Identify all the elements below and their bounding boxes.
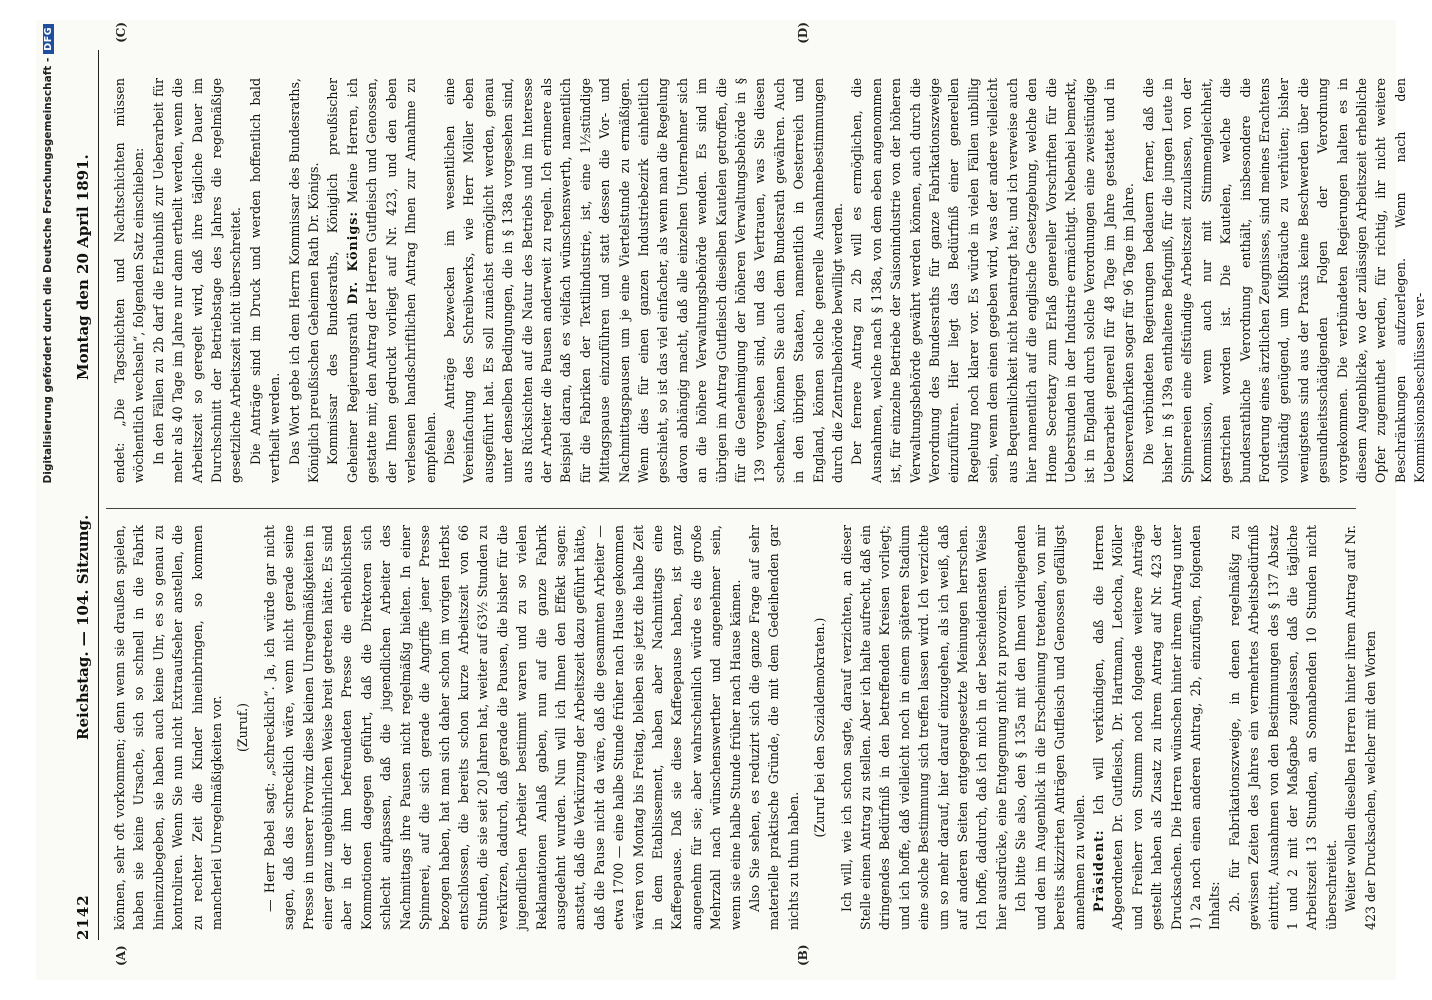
interjection: (Zuruf bei den Sozialdemokraten.) xyxy=(812,617,828,838)
interjection: (Zuruf.) xyxy=(235,702,251,753)
paragraph: Also Sie sehen, es reduzirt sich die ganze Frage auf sehr materielle praktische Gründe, die mit dem Gedeihenden gar nichts zu thun haben. xyxy=(747,525,801,930)
paragraph: Das Wort gebe ich dem Herrn Kommissar des Bundesraths, Königlich preußischen Geheimen Rath Dr. Königs. xyxy=(286,78,322,483)
paragraph: 2b. für Fabrikationszweige, in denen regelmäßig zu gewissen Zeiten des Jahres ein vermehrtes Arbeitsbedürfniß eintritt, Ausnahmen von den Bestimmungen des § 137 Absatz 1 und 2 mit der Maßgabe zugelassen, daß die tägliche Arbeitszeit 13 Stunden, an Sonnabenden 10 Stunden nicht überschreitet. xyxy=(1226,525,1339,930)
speaker-intro: Kommissar des Bundesraths, Königlich preußischer Geheimer Regierungsrath xyxy=(325,78,360,483)
paragraph xyxy=(1089,525,1225,930)
paragraph xyxy=(323,78,439,483)
header-rule xyxy=(98,50,99,940)
paragraph: Der fernere Antrag zu 2b will es ermöglichen, die Ausnahmen, welche nach § 138a, von dem eben angenommen ist, für einzelne Betriebe der Saisonindustrie von der höheren Verwaltungsbehörde gewährt werden können, auch durch die Verordnung des Bundesraths für ganze Fabrikationszweige einzuführen. Hier liegt das Bedürfniß einer generellen Regelung noch klarer vor. Es würde in vielen Fällen unbillig sein, wenn dem einen gegeben wird, was der andere vielleicht aus Bequemlichkeit nicht beantragt hat; und ich verweise auch hier namentlich auf die englische Gesetzgebung, welche den Home Secretary zum Erlaß genereller Vorschriften für die Ueberstunden in der Industrie ermächtigt. Nebenbei bemerkt, ist in England durch solche Verordnungen eine zweistündige Ueberarbeit generell für 48 Tage im Jahre gestattet und in Konservenfabriken sogar für 96 Tage im Jahre. xyxy=(849,78,1137,483)
right-column xyxy=(110,78,1428,483)
paragraph: In den Fällen zu 2b darf die Erlaubniß zur Ueberarbeit für mehr als 40 Tage im Jahre nur dann ertheilt werden, wenn die Arbeitszeit so geregelt wird, daß ihre tägliche Dauer im Durchschnitt der Betriebstage des Jahres die regelmäßige gesetzliche Arbeitszeit nicht überschreitet. xyxy=(150,78,244,483)
dfg-logo: DFG xyxy=(43,24,54,54)
paragraph: Ich bitte Sie also, den § 135a mit den Ihnen vorliegenden und den im Augenblick in die Erscheinung tretenden, von mir bereits skizzirten Anträgen Gutfleisch und Genossen gefälligst annehmen zu wollen. xyxy=(1013,525,1087,930)
speech-text: Meine Herren, ich gestatte mir, den Antrag der Herren Gutfleisch und Genossen, der Ihnen gedruckt vorliegt auf Nr. 423, und den eben verlesenen handschriftlichen Antrag Ihnen zur Annahme zu empfehlen. xyxy=(344,78,438,483)
paragraph: Weiter wollen dieselben Herren hinter ihrem Antrag auf Nr. 423 der Drucksachen, welcher mit den Worten xyxy=(1343,525,1378,930)
speaker-name: Präsident: xyxy=(1090,829,1106,912)
margin-marker-d: (D) xyxy=(796,22,810,44)
paragraph: können, sehr oft vorkommen; denn wenn sie draußen spielen, haben sie keine Ursache, sich so schnell in die Fabrik hineinzubegeben, sie haben auch keine Uhr, es so genau zu kontroliren. Wenn Sie nun nicht Extraaufseher anstellen, die zu rechter Zeit die Kinder hineinbringen, so kommen mancherlei Unregelmäßigkeiten vor. xyxy=(112,525,225,930)
session-date: Montag den 20 April 1891. xyxy=(74,154,92,380)
running-header xyxy=(70,50,96,940)
margin-marker-a: (A) xyxy=(114,945,128,966)
column-divider xyxy=(106,508,1356,509)
margin-marker-b: (B) xyxy=(796,944,810,966)
paragraph: endet: „Die Tagschichten und Nachtschichten müssen wöchentlich wechseln“, folgenden Satz einschieben: xyxy=(112,78,147,483)
scanned-page xyxy=(36,20,1428,980)
speaker-name: Dr. Königs: xyxy=(344,211,360,305)
paragraph: Diese Anträge bezwecken im wesentlichen eine Vereinfachung des Schreibwerks, wie Herr Möller eben ausgeführt hat. Es soll zunächst ermöglicht werden, genau unter denselben Bedingungen, die in § 138a vorgesehen sind, aus Rücksichten auf die Natur des Betriebs und im Interesse der Arbeiter die Pausen anderweit zu regeln. Ich erinnere als Beispiel daran, daß es vielfach wünschenswerth, namentlich für die Fabriken der Textilindustrie, ist, eine 1½stündige Mittagspause einzuführen und statt dessen die Vor- und Nachmittagspausen um je eine Viertelstunde zu ermäßigen. Wenn dies für einen ganzen Industriebezirk einheitlich geschieht, so ist das viel einfacher, als wenn man die Regelung davon abhängig macht, daß alle einzelnen Unternehmer sich an die höhere Verwaltungsbehörde wenden. Es sind im übrigen im Antrag Gutfleisch dieselben Kautelen getroffen, die für die Genehmigung der höheren Verwaltungsbehörde in § 139 vorgesehen sind, und das Vertrauen, was Sie diesen schenken, können Sie auch dem Bundesrath gewähren. Auch in den übrigen Staaten, namentlich in Oesterreich und England, können solche generelle Ausnahmebestimmungen durch die Zentralbehörde bewilligt werden. xyxy=(441,78,846,483)
paragraph: Die verbündeten Regierungen bedauern ferner, daß die bisher in § 139a enthaltene Befugniß, für die jungen Leute in Spinnereien eine elfstündige Arbeitszeit zuzulassen, von der Kommission, wenn auch nur mit Stimmengleichheit, gestrichen worden ist. Die Kautelen, welche die bundesrathliche Verordnung enthält, insbesondere die Forderung eines ärztlichen Zeugnisses, sind meines Erachtens vollständig genügend, um Mißbräuche zu verhüten; bisher wenigstens sind aus der Praxis keine Beschwerden über die gesundheitsschädigenden Folgen der Verordnung vorgekommen. Die verbündeten Regierungen halten es in diesem Augenblicke, wo der zulässigen Arbeitszeit erhebliche Opfer zugemuthet werden, für richtig, ihr nicht weitere Beschränkungen aufzuerlegen. Wenn nach den Kommissionsbeschlüssen ver- xyxy=(1140,78,1428,483)
digitization-stamp xyxy=(42,24,58,944)
stamp-text: Digitalisierung gefördert durch die Deutsche Forschungsgemeinschaft - xyxy=(42,57,54,484)
session-title: Reichstag. — 104. Sitzung. xyxy=(74,514,92,740)
paragraph: — Herr Bebel sagt: „schrecklich“. Ja, ich würde gar nicht sagen, daß das schrecklich wäre, wenn nicht gerade seine Presse in unserer Provinz diese kleinen Unregelmäßigkeiten in einer ganz ungebührlichen Weise breit getreten hätte. Es sind aber in der ihm befreundeten Presse die erheblichsten Kommotionen dagegen geführt, daß die Direktoren sich schlecht aufpassen, daß die jugendlichen Arbeiter des Nachmittags ihre Pausen nicht regelmäßig hielten. In einer Spinnerei, auf die sich gerade die Angriffe jener Presse bezogen haben, hat man sich daher schon im vorigen Herbst entschlossen, die bereits schon kurze Arbeitszeit von 66 Stunden, die sie seit 20 Jahren hat, weiter auf 63½ Stunden zu verkürzen, dadurch, daß gerade die Pausen, die bisher für die jugendlichen Arbeiter bestimmt waren und zu so vielen Reklamationen Anlaß gaben, nun auf die ganze Fabrik ausgedehnt wurden. Nun will ich Ihnen den Effekt sagen: anstatt, daß die Verkürzung der Arbeitszeit dazu geführt hätte, daß die Pause nicht da wäre, daß die gesammten Arbeiter — etwa 1700 — eine halbe Stunde früher nach Hause gekommen wären von Montag bis Freitag, bleiben sie jetzt die halbe Zeit in dem Etablissement, haben aber Nachmittags eine Kaffeepause. Daß sie diese Kaffeepause haben, ist ganz angenehm für sie; aber wahrscheinlich würde es die große Mehrzahl nach wünschenswerther und angenehmer sein, wenn sie eine halbe Stunde früher nach Hause kämen. xyxy=(261,525,743,930)
page-number: 2142 xyxy=(74,894,92,940)
left-column xyxy=(110,525,1378,930)
speech-text: Ich will verkündigen, daß die Herren Abgeordneten Dr. Gutfleisch, Dr. Hartmann, Letocha, Möller und Freiherr von Stumm noch folgende weitere Anträge gestellt haben als Zusatz zu ihrem Antrag auf Nr. 423 der Drucksachen. Die Herren wünschen hinter ihrem Antrag unter 1) 2a noch einen anderen Antrag, 2b, einzufügen, folgenden Inhalts: xyxy=(1090,525,1223,930)
margin-marker-c: (C) xyxy=(114,22,128,43)
paragraph: Ich will, wie ich schon sagte, darauf verzichten, an dieser Stelle einen Antrag zu stellen. Aber ich halte aufrecht, daß ein dringendes Bedürfniß in den betreffenden Kreisen vorliegt; und ich hoffe, daß vielleicht noch in einem späteren Stadium eine solche Bestimmung sich treffen lassen wird. Ich verzichte um so mehr darauf, hier darauf einzugehen, als ich weiß, daß auf anderen Seiten entgegengesetzte Meinungen herrschen. Ich hoffe, dadurch, daß ich mich in der bescheidensten Weise hier ausdrücke, eine Entgegnung nicht zu provoziren. xyxy=(838,525,1009,930)
paragraph: Die Anträge sind im Druck und werden hoffentlich bald vertheilt werden. xyxy=(247,78,283,483)
